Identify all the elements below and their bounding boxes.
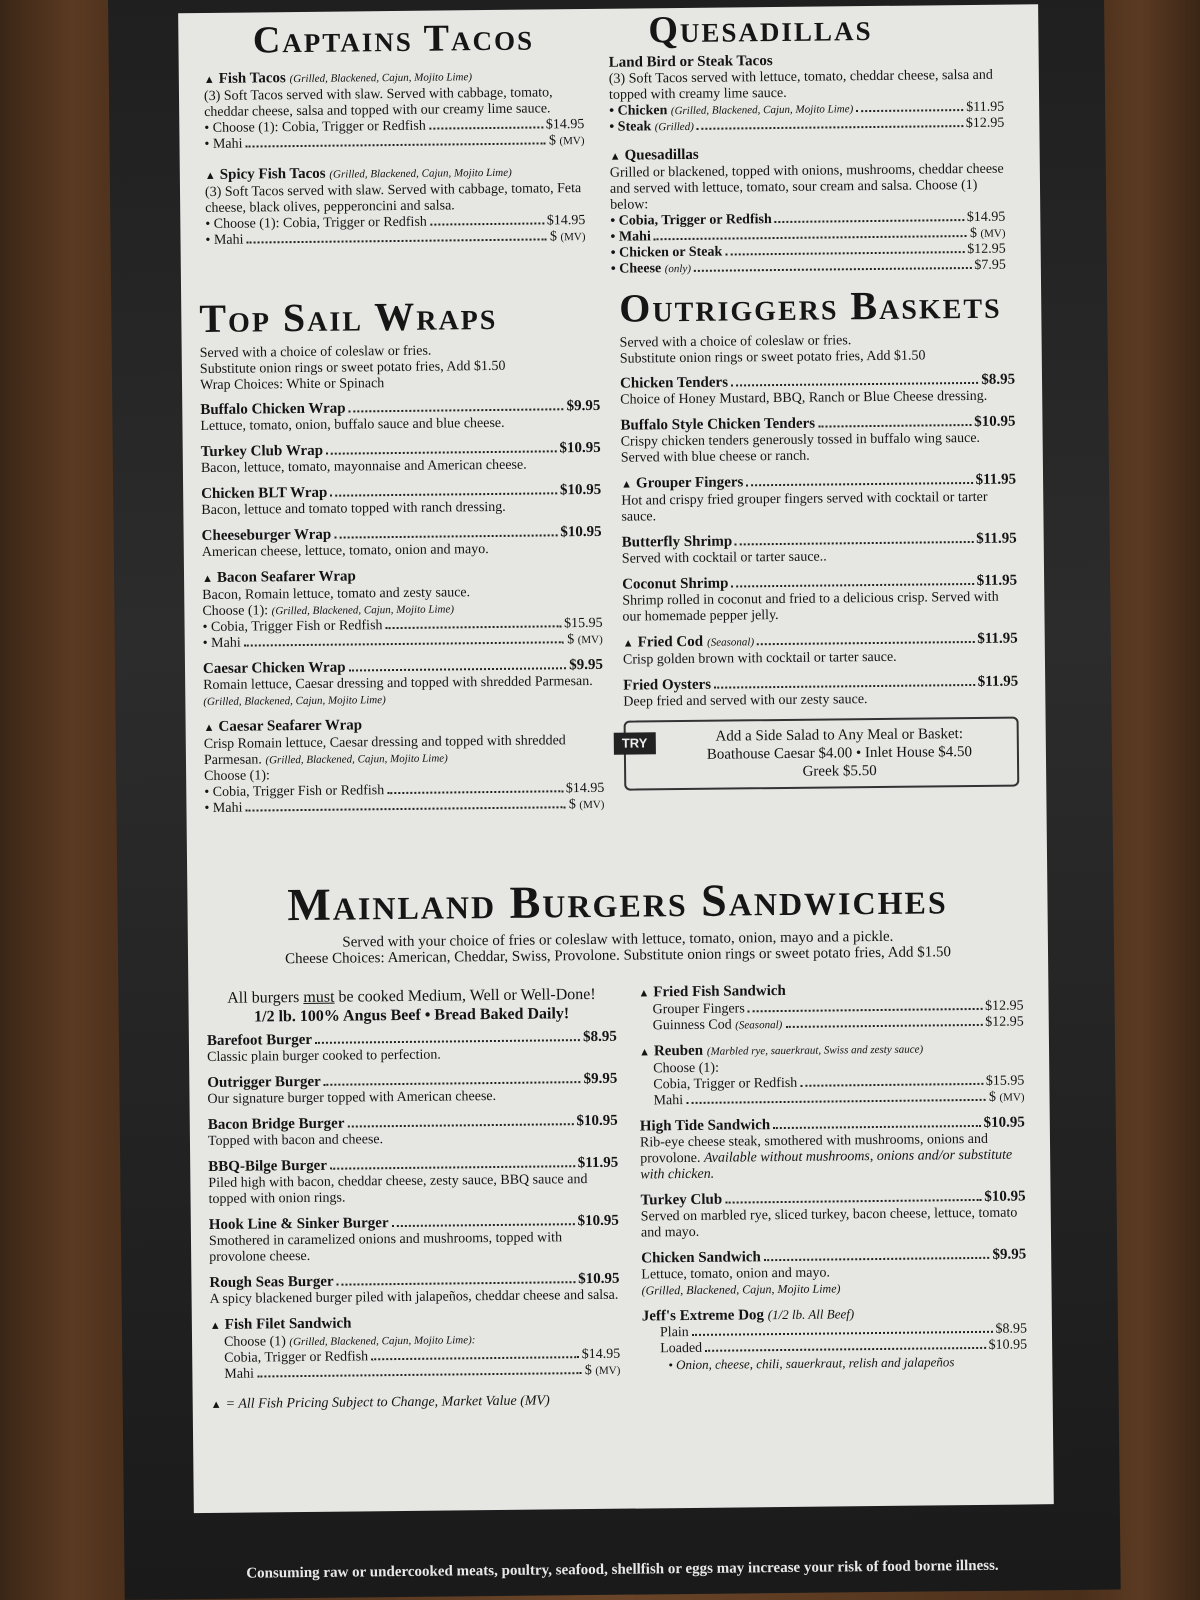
land-bird-item bbox=[609, 51, 1005, 136]
item-price: $9.95 bbox=[992, 1246, 1027, 1263]
item-note: (Grilled, Blackened, Cajun, Mojito Lime) bbox=[265, 752, 448, 767]
market-value: (MV) bbox=[579, 798, 605, 812]
option-label: • Chicken or Steak bbox=[610, 244, 723, 261]
item-name: Chicken Sandwich bbox=[641, 1249, 761, 1267]
option-price: $ bbox=[549, 229, 558, 245]
menu-item bbox=[200, 398, 600, 435]
choose-label: Choose (1): bbox=[653, 1060, 720, 1077]
item-desc: Rib-eye cheese steak, smothered with mushrooms, onions and provolone. bbox=[639, 1131, 989, 1167]
option-price: $14.95 bbox=[545, 117, 585, 133]
item-name: Bacon Bridge Burger bbox=[207, 1115, 345, 1134]
caesar-seafarer-item bbox=[204, 715, 605, 817]
menu-paper bbox=[178, 4, 1054, 1513]
item-note: (Grilled, Blackened, Cajun, Mojito Lime) bbox=[271, 603, 455, 618]
item-desc: Romain lettuce, Caesar dressing and topped with shredded Parmesan. bbox=[203, 673, 593, 694]
wraps-intro-2: Substitute onion rings or sweet potato fries, Add $1.50 bbox=[199, 358, 506, 378]
menu-item bbox=[209, 1213, 619, 1266]
option-price: $14.95 bbox=[581, 1346, 621, 1363]
menu-item bbox=[621, 472, 1017, 526]
market-value: (MV) bbox=[577, 633, 603, 647]
fish-icon: ▲ bbox=[622, 637, 634, 650]
option-label: Mahi bbox=[653, 1093, 684, 1109]
chicken-sandwich-item bbox=[641, 1246, 1026, 1298]
option-price: $14.95 bbox=[565, 780, 605, 797]
menu-item bbox=[622, 531, 1017, 568]
item-name: Land Bird or Steak Tacos bbox=[608, 53, 773, 71]
option-price: $10.95 bbox=[988, 1337, 1028, 1353]
notice-beef: 1/2 lb. 100% Angus Beef • Bread Baked Daily! bbox=[254, 1005, 570, 1026]
fish-filet-item bbox=[210, 1313, 621, 1383]
baskets-title: Outriggers Baskets bbox=[619, 281, 1002, 331]
option-price: $15.95 bbox=[985, 1073, 1025, 1089]
item-desc: Bacon, lettuce, tomato, mayonnaise and American cheese. bbox=[200, 457, 527, 477]
spicy-fish-tacos-item bbox=[205, 163, 586, 249]
item-desc: Classic plain burger cooked to perfection. bbox=[207, 1047, 441, 1066]
option-price: $12.95 bbox=[965, 115, 1005, 132]
fish-icon: ▲ bbox=[202, 572, 214, 586]
item-desc: Shrimp rolled in coconut and fried to a delicious crisp. Served with our homemade pepper jelly. bbox=[622, 589, 999, 625]
try-line-2: Boathouse Caesar $4.00 • Inlet House $4.50 bbox=[706, 743, 973, 763]
baskets-intro-1: Served with a choice of coleslaw or fries. bbox=[619, 333, 852, 351]
option-note: (Grilled) bbox=[654, 120, 694, 134]
fish-icon: ▲ bbox=[203, 721, 215, 735]
item-desc: Choice of Honey Mustard, BBQ, Ranch or Blue Cheese dressing. bbox=[620, 388, 988, 408]
basket-list bbox=[620, 372, 1018, 711]
item-desc: Served with cocktail or tarter sauce.. bbox=[621, 549, 827, 567]
menu-item bbox=[208, 1155, 618, 1208]
tacos-title: Captains Tacos bbox=[252, 16, 535, 62]
option-label: • Mahi bbox=[204, 800, 243, 817]
item-desc: American cheese, lettuce, tomato, onion and mayo. bbox=[201, 542, 489, 561]
option-label: • Steak bbox=[609, 119, 652, 135]
item-name: Chicken Tenders bbox=[619, 374, 729, 392]
item-name: Buffalo Chicken Wrap bbox=[200, 400, 346, 419]
option-price: $14.95 bbox=[546, 213, 586, 229]
quesadillas-section bbox=[608, 5, 1006, 287]
wraps-title: Top Sail Wraps bbox=[199, 292, 498, 342]
item-name: Caesar Seafarer Wrap bbox=[218, 717, 363, 735]
item-desc: Lettuce, tomato, onion, buffalo sauce and blue cheese. bbox=[200, 415, 505, 435]
item-desc: Topped with bacon and cheese. bbox=[207, 1132, 384, 1150]
option-label: Plain bbox=[659, 1324, 689, 1341]
market-value: (MV) bbox=[980, 227, 1006, 240]
item-name: Outrigger Burger bbox=[207, 1073, 321, 1092]
extreme-dog-item bbox=[642, 1303, 1028, 1373]
choose-label: Choose (1) bbox=[223, 1334, 286, 1350]
option-price: $12.95 bbox=[985, 1014, 1024, 1030]
burgers-header bbox=[187, 870, 1048, 968]
market-value: (MV) bbox=[595, 1364, 621, 1377]
try-line-1: Add a Side Salad to Any Meal or Basket: bbox=[715, 726, 964, 745]
option-label: • Choose (1): Cobia, Trigger or Redfish bbox=[204, 118, 426, 136]
item-name: Grouper Fingers bbox=[635, 474, 744, 492]
fish-tacos-item bbox=[204, 67, 585, 153]
menu-item bbox=[202, 524, 602, 561]
item-price: $10.95 bbox=[974, 413, 1016, 430]
item-desc-italic: Available without mushrooms, onions and/or substitute with chicken. bbox=[640, 1147, 1013, 1183]
option-price: $ bbox=[988, 1089, 997, 1105]
baskets-section bbox=[619, 281, 1019, 791]
footnote-text: = All Fish Pricing Subject to Change, Market Value (MV) bbox=[225, 1393, 550, 1412]
option-price: $12.95 bbox=[967, 241, 1006, 258]
quesadillas-item bbox=[610, 144, 1006, 278]
option-label: Mahi bbox=[224, 1366, 255, 1382]
option-label: Cobia, Trigger or Redfish bbox=[653, 1075, 798, 1093]
item-note: (Grilled, Blackened, Cajun, Mojito Lime) bbox=[641, 1281, 841, 1298]
sandwiches-section bbox=[638, 980, 1027, 1382]
item-desc: Crisp Romain lettuce, Caesar dressing and topped with shredded Parmesan. bbox=[203, 733, 566, 769]
wraps-intro-1: Served with a choice of coleslaw or fries. bbox=[199, 343, 432, 362]
option-label: • Cobia, Trigger Fish or Redfish bbox=[204, 783, 385, 801]
item-note: • Onion, cheese, chili, sauerkraut, relish and jalapeños bbox=[668, 1354, 955, 1373]
item-note: (Grilled, Blackened, Cajun, Mojito Lime): bbox=[289, 1334, 476, 1349]
option-label: • Mahi bbox=[610, 229, 651, 245]
menu-item bbox=[208, 1113, 618, 1150]
option-label: • Mahi bbox=[205, 232, 244, 248]
item-name: Rough Seas Burger bbox=[209, 1273, 334, 1292]
item-price: $10.95 bbox=[559, 481, 602, 499]
tacos-section bbox=[203, 15, 585, 258]
option-note: (Seasonal) bbox=[735, 1018, 783, 1032]
fish-icon: ▲ bbox=[621, 478, 633, 491]
item-desc: A spicy blackened burger piled with jalapeños, cheddar cheese and salsa. bbox=[209, 1287, 619, 1308]
caesar-chicken-item bbox=[203, 657, 603, 710]
option-label: • Chicken bbox=[609, 103, 668, 119]
item-desc: (3) Soft Tacos served with lettuce, tomato, cheddar cheese, salsa and topped with creamy lime sauce. bbox=[608, 67, 993, 103]
item-name: Chicken BLT Wrap bbox=[201, 484, 328, 503]
fish-icon: ▲ bbox=[204, 169, 216, 182]
item-price: $11.95 bbox=[975, 471, 1017, 488]
item-price: $9.95 bbox=[569, 656, 604, 674]
item-desc: (3) Soft Tacos served with slaw. Served with cabbage, tomato, cheddar cheese, salsa and topped with our creamy lime sauce. bbox=[203, 85, 553, 120]
reuben-item bbox=[639, 1039, 1025, 1109]
item-name: BBQ-Bilge Burger bbox=[208, 1157, 328, 1176]
item-name: Jeff's Extreme Dog bbox=[641, 1307, 765, 1325]
item-name: High Tide Sandwich bbox=[639, 1117, 771, 1135]
burgers-title: Mainland Burgers Sandwiches bbox=[287, 872, 948, 931]
menu-item bbox=[201, 440, 601, 477]
item-desc: Crispy chicken tenders generously tossed in buffalo wing sauce. Served with blue cheese or ranch. bbox=[620, 430, 981, 466]
item-name: Fried Cod bbox=[637, 633, 704, 651]
item-price: $8.95 bbox=[981, 371, 1016, 388]
item-note: (Grilled, Blackened, Cajun, Mojito Lime) bbox=[203, 694, 386, 709]
item-name: Buffalo Style Chicken Tenders bbox=[620, 415, 816, 434]
option-label: Guinness Cod bbox=[652, 1017, 732, 1034]
notice-text: All burgers bbox=[227, 989, 304, 1007]
item-price: $11.95 bbox=[977, 630, 1018, 647]
option-label: • Cobia, Trigger or Redfish bbox=[610, 212, 772, 229]
fish-footnote bbox=[211, 1393, 621, 1413]
fish-icon: ▲ bbox=[638, 1046, 651, 1059]
health-warning: Consuming raw or undercooked meats, poultry, seafood, shellfish or eggs may increase your risk of food borne illness. bbox=[246, 1557, 999, 1582]
item-desc: Crisp golden brown with cocktail or tarter sauce. bbox=[622, 649, 897, 668]
menu-item bbox=[207, 1071, 617, 1108]
item-price: $9.95 bbox=[583, 1070, 618, 1088]
item-note: (Seasonal) bbox=[707, 636, 755, 649]
option-price: $14.95 bbox=[966, 209, 1006, 226]
market-value: (MV) bbox=[999, 1091, 1025, 1104]
item-desc: Hot and crispy fried grouper fingers served with cocktail or tarter sauce. bbox=[621, 489, 988, 525]
option-price: $ bbox=[568, 797, 576, 813]
item-desc: Piled high with bacon, cheddar cheese, zesty sauce, BBQ sauce and topped with onion rings. bbox=[208, 1172, 588, 1208]
item-name: Turkey Club bbox=[640, 1191, 723, 1209]
item-desc: Grilled or blackened, topped with onions, mushrooms, cheddar cheese and served with lettuce, tomato, sour cream and salsa. Choose (1) below: bbox=[609, 161, 1004, 213]
quesadillas-title: Quesadillas bbox=[648, 6, 873, 52]
option-note: (Grilled, Blackened, Cajun, Mojito Lime) bbox=[670, 103, 854, 118]
item-name: Fried Oysters bbox=[623, 676, 712, 694]
burger-list bbox=[207, 1029, 620, 1308]
menu-item bbox=[620, 414, 1015, 467]
option-note: (only) bbox=[664, 262, 692, 276]
item-name: Reuben bbox=[653, 1042, 704, 1060]
option-price: $ bbox=[969, 225, 978, 241]
try-line-3: Greek $5.50 bbox=[802, 762, 877, 780]
option-label: Cobia, Trigger or Redfish bbox=[224, 1349, 369, 1366]
baskets-intro-2: Substitute onion rings or sweet potato fries, Add $1.50 bbox=[619, 348, 926, 367]
item-name: Fried Fish Sandwich bbox=[653, 982, 786, 1001]
market-value: (MV) bbox=[560, 231, 586, 244]
item-desc: Bacon, Romain lettuce, tomato and zesty sauce. bbox=[202, 585, 471, 604]
item-desc: Lettuce, tomato, onion and mayo. bbox=[641, 1265, 831, 1283]
choose-label: Choose (1): bbox=[204, 768, 270, 785]
fish-icon: ▲ bbox=[609, 150, 621, 163]
item-desc: Smothered in caramelized onions and mushrooms, topped with provolone cheese. bbox=[208, 1230, 563, 1266]
notice-text: be cooked Medium, Well or Well-Done! bbox=[334, 985, 596, 1006]
fish-icon: ▲ bbox=[210, 1398, 222, 1412]
item-name: Caesar Chicken Wrap bbox=[202, 659, 346, 678]
option-label: • Mahi bbox=[204, 136, 243, 152]
option-label: • Mahi bbox=[202, 635, 241, 652]
item-price: $10.95 bbox=[984, 1188, 1026, 1205]
menu-item bbox=[623, 674, 1018, 711]
item-desc: Served on marbled rye, sliced turkey, bacon cheese, lettuce, tomato and mayo. bbox=[640, 1205, 1018, 1241]
item-name: Hook Line & Sinker Burger bbox=[208, 1215, 389, 1234]
bacon-seafarer-item bbox=[202, 566, 603, 652]
option-label: Loaded bbox=[660, 1340, 703, 1357]
item-name: Coconut Shrimp bbox=[622, 575, 729, 593]
menu-item bbox=[622, 573, 1017, 626]
item-price: $11.95 bbox=[976, 572, 1018, 589]
item-price: $9.95 bbox=[566, 397, 601, 415]
item-note: (Grilled, Blackened, Cajun, Mojito Lime) bbox=[329, 166, 512, 181]
item-price: $11.95 bbox=[976, 530, 1017, 547]
fish-icon: ▲ bbox=[638, 987, 650, 1000]
burger-notice bbox=[206, 985, 616, 1027]
option-price: $ bbox=[584, 1363, 592, 1379]
item-name: Bacon Seafarer Wrap bbox=[216, 568, 356, 586]
item-name: Cheeseburger Wrap bbox=[201, 526, 332, 545]
item-name: Barefoot Burger bbox=[206, 1031, 313, 1050]
menu-frame bbox=[108, 0, 1121, 1600]
item-note: (Grilled, Blackened, Cajun, Mojito Lime) bbox=[289, 71, 473, 86]
burgers-intro-2: Cheese Choices: American, Cheddar, Swiss, Provolone. Substitute onion rings or sweet potato fries, Add $1.50 bbox=[284, 944, 952, 968]
option-price: $ bbox=[548, 133, 557, 149]
item-name: Spicy Fish Tacos bbox=[219, 165, 326, 183]
item-price: $10.95 bbox=[560, 523, 602, 541]
option-label: Grouper Fingers bbox=[652, 1001, 745, 1018]
option-price: $12.95 bbox=[985, 998, 1024, 1014]
item-price: $10.95 bbox=[983, 1114, 1025, 1131]
option-price: $11.95 bbox=[966, 99, 1005, 116]
burgers-intro-1: Served with your choice of fries or coleslaw with lettuce, tomato, onion, mayo and a pickle. bbox=[342, 928, 894, 951]
choose-label: Choose (1): bbox=[202, 603, 269, 620]
item-name: Quesadillas bbox=[624, 146, 699, 164]
item-note: (Marbled rye, sauerkraut, Swiss and zesty sauce) bbox=[706, 1043, 924, 1058]
item-price: $10.95 bbox=[559, 439, 601, 457]
menu-item bbox=[209, 1271, 619, 1308]
menu-item bbox=[620, 372, 1015, 409]
item-price: $10.95 bbox=[578, 1270, 620, 1288]
item-name: Fish Filet Sandwich bbox=[224, 1315, 352, 1333]
menu-item bbox=[201, 482, 601, 519]
fried-fish-item bbox=[638, 980, 1024, 1034]
item-desc: Deep fried and served with our zesty sauce. bbox=[623, 692, 868, 710]
item-note: (1/2 lb. All Beef) bbox=[767, 1306, 855, 1323]
option-label: • Cobia, Trigger Fish or Redfish bbox=[202, 618, 383, 636]
item-price: $11.95 bbox=[977, 673, 1019, 690]
burgers-section bbox=[206, 985, 620, 1413]
menu-item bbox=[623, 631, 1018, 669]
option-price: $ bbox=[567, 632, 575, 648]
option-price: $8.95 bbox=[995, 1321, 1028, 1337]
item-price: $10.95 bbox=[577, 1212, 619, 1230]
option-price: $15.95 bbox=[563, 615, 603, 632]
fish-icon: ▲ bbox=[203, 73, 215, 87]
market-value: (MV) bbox=[559, 135, 585, 148]
turkey-club-item bbox=[641, 1188, 1026, 1241]
wraps-intro-3: Wrap Choices: White or Spinach bbox=[199, 376, 385, 394]
high-tide-item bbox=[640, 1114, 1026, 1183]
option-label: • Cheese bbox=[610, 261, 662, 277]
option-label: • Choose (1): Cobia, Trigger or Redfish bbox=[205, 214, 427, 232]
menu-item bbox=[207, 1029, 617, 1066]
item-desc: (3) Soft Tacos served with slaw. Served with cabbage, tomato, Feta cheese, black olives, pepperoncini and salsa. bbox=[204, 181, 582, 216]
fish-icon: ▲ bbox=[209, 1319, 221, 1333]
item-desc: Our signature burger topped with American cheese. bbox=[207, 1088, 497, 1108]
item-price: $10.95 bbox=[576, 1112, 618, 1130]
side-salad-box bbox=[621, 717, 1020, 791]
item-price: $8.95 bbox=[583, 1028, 617, 1046]
item-desc: Bacon, lettuce and tomato topped with ranch dressing. bbox=[201, 499, 506, 519]
try-badge: TRY bbox=[614, 732, 656, 754]
item-name: Butterfly Shrimp bbox=[621, 533, 733, 551]
notice-must: must bbox=[303, 988, 335, 1007]
option-price: $7.95 bbox=[974, 257, 1006, 273]
wraps-section bbox=[199, 291, 605, 826]
item-name: Fish Tacos bbox=[218, 70, 286, 87]
item-name: Turkey Club Wrap bbox=[200, 442, 324, 461]
item-price: $11.95 bbox=[577, 1154, 619, 1172]
